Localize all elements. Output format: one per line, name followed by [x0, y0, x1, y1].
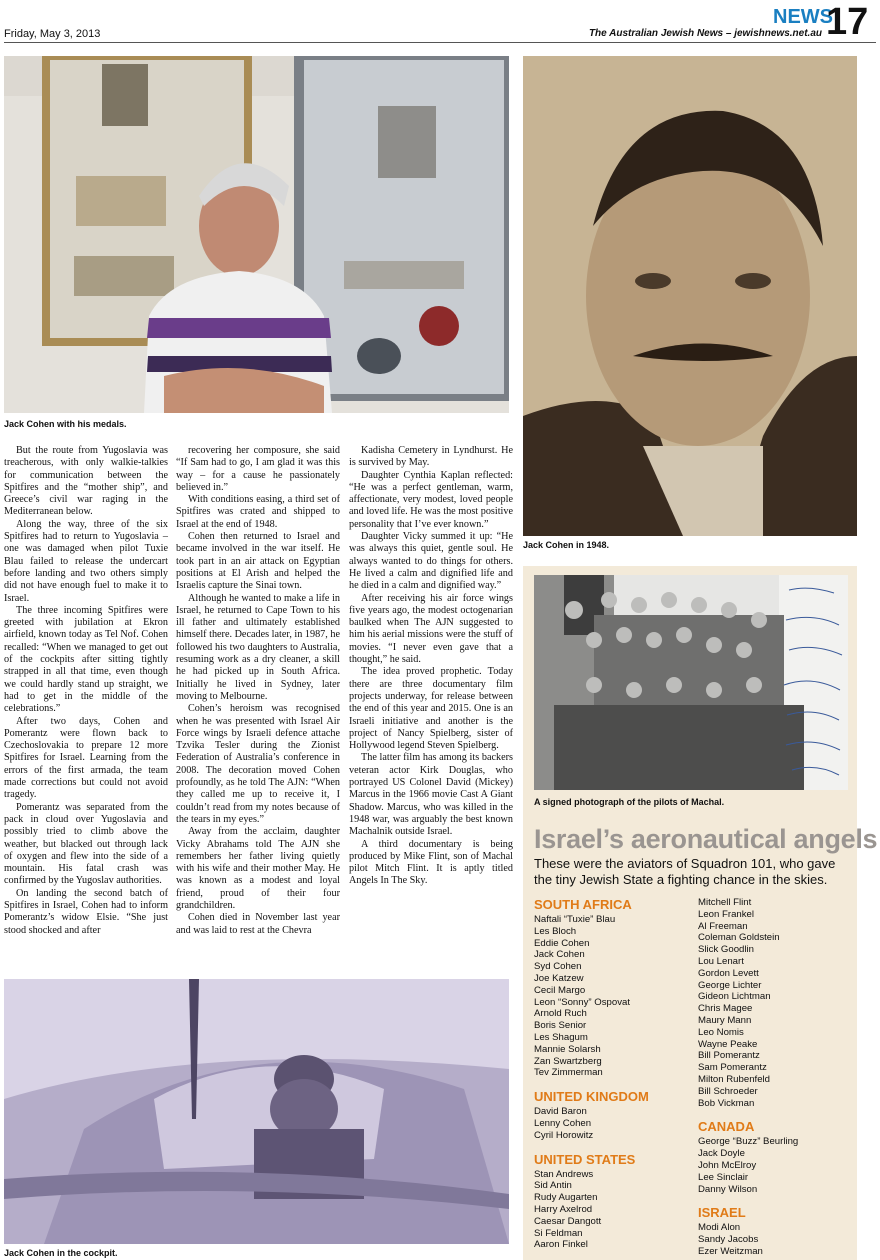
- list-item: Aaron Finkel: [534, 1239, 588, 1251]
- article-column-2: [176, 445, 340, 937]
- list-item: Syd Cohen: [534, 961, 582, 973]
- publication-line: The Australian Jewish News – jewishnews.net.au: [588, 28, 822, 39]
- list-item: Gordon Levett: [698, 967, 759, 979]
- country-heading: UNITED KINGDOM: [534, 1089, 649, 1105]
- sidebar-title: Israel’s aeronautical angels: [534, 824, 878, 854]
- list-item: Naftali “Tuxie” Blau: [534, 914, 616, 925]
- list-item: Lou Lenart: [698, 955, 744, 967]
- paragraph: The three incoming Spitfires were greeted with jubilation at Ekron airfield, known today as Tel Nof. Cohen recalled: “When we managed to get out of the cockpits after sitting tightly strapped in all that time, even though we could hardly stand up straight, we had to get in the middle of the celebrations.”: [4, 604, 168, 715]
- list-item: Arnold Ruch: [534, 1008, 587, 1020]
- list-item: Milton Rubenfeld: [698, 1073, 770, 1085]
- paragraph: The idea proved prophetic. Today there are three documentary film projects underway, for release between the end of this year and 2015. One is an Israeli initiative and another is the project of Nancy Spielberg, sister of Hollywood legend Steven Spielberg.: [349, 666, 513, 752]
- paragraph: After receiving his air force wings five years ago, the modest octogenarian baulked when The AJN suggested to him his aerial missions were the stuff of movies. “I never even gave that a thought,” he said.: [349, 592, 513, 666]
- list-item: Leon Frankel: [698, 908, 754, 920]
- paragraph: Cohen then returned to Israel and became involved in the war itself. He took part in an air attack on Egyptian positions at El Arish and helped the Israelis capture the Sinai town.: [176, 531, 340, 592]
- list-item: Lee Sinclair: [698, 1171, 749, 1183]
- list-item: Cyril Horowitz: [534, 1129, 594, 1141]
- list-item: Wayne Peake: [698, 1038, 758, 1050]
- list-item: Cecil Margo: [534, 984, 586, 996]
- medals-photo: [4, 56, 509, 413]
- list-item: Slick Goodlin: [698, 944, 754, 956]
- list-item: Bill Schroeder: [698, 1085, 758, 1097]
- paragraph: Kadisha Cemetery in Lyndhurst. He is survived by May.: [349, 445, 513, 469]
- list-item: Sam Pomerantz: [698, 1062, 767, 1074]
- list-item: Chris Magee: [698, 1003, 753, 1015]
- paragraph: Cohen’s heroism was recognised when he was presented with Israel Air Force wings by Israeli defence attache Tzvika Tesler during the Zionist Federation of Australia’s conference in 2008. The decoration moved Cohen profoundly, as he told The AJN: “When they called me up to receive it, I couldn’t read from my notes because of the tears in my eyes.”: [176, 703, 340, 825]
- list-item: Rudy Augarten: [534, 1192, 598, 1204]
- paragraph: Daughter Vicky summed it up: “He was always this quiet, gentle soul. He always wanted to do things for others. He lived a calm and dignified life and he died in a calm and dignified way.”: [349, 531, 513, 592]
- page-number: 17: [826, 1, 869, 43]
- list-item: Sandy Jacobs: [698, 1234, 759, 1246]
- paragraph: With conditions easing, a third set of Spitfires was crated and shipped to Israel at the end of 1948.: [176, 494, 340, 530]
- name-list-united-kingdom: [534, 1106, 684, 1141]
- article-column-1: [4, 445, 168, 937]
- paragraph: A third documentary is being produced by Mike Flint, son of Machal pilot Mitch Flint. It is aptly titled Angels In The Sky.: [349, 838, 513, 887]
- list-item: George “Buzz” Beurling: [698, 1136, 799, 1148]
- list-item: Coleman Goldstein: [698, 932, 780, 944]
- list-item: Leo Nomis: [698, 1026, 744, 1038]
- country-heading: ISRAEL: [698, 1205, 746, 1221]
- list-item: Al Freeman: [698, 920, 748, 932]
- name-list-south-africa: [534, 914, 684, 1079]
- cockpit-caption: Jack Cohen in the cockpit.: [4, 1248, 118, 1258]
- pilots-photo: [534, 575, 848, 790]
- paragraph: Pomerantz was separated from the pack in cloud over Yugoslavia and possibly tried to climb above the weather, but blacked out through lack of oxygen and flew into the side of a mountain. His fatal crash was confirmed by the Yugoslav authorities.: [4, 801, 168, 887]
- list-item: Mitchell Flint: [698, 897, 752, 908]
- name-list-israel: [698, 1222, 848, 1257]
- country-heading: UNITED STATES: [534, 1151, 636, 1167]
- list-item: Bob Vickman: [698, 1097, 755, 1109]
- list-item: Lenny Cohen: [534, 1117, 592, 1129]
- paragraph: Away from the acclaim, daughter Vicky Abrahams told The AJN she remembers her father living quietly with his wife and their mother May. He was known as a modest and loyal friend, proud of their four grandchildren.: [176, 826, 340, 911]
- name-list-united-states: [534, 1169, 684, 1252]
- medals-caption: Jack Cohen with his medals.: [4, 419, 127, 429]
- cockpit-photo: [4, 979, 509, 1244]
- names-column-1: [534, 897, 684, 1251]
- list-item: Les Bloch: [534, 925, 577, 937]
- paragraph: Daughter Cynthia Kaplan reflected: “He was a perfect gentleman, warm, affectionate, very modest, loved people and loved life. He was the most positive personality that I’ve ever known.”: [349, 469, 513, 530]
- list-item: Boris Senior: [534, 1020, 587, 1032]
- list-item: Leon “Sonny” Ospovat: [534, 996, 630, 1008]
- list-item: Les Shagum: [534, 1031, 588, 1043]
- list-item: Sid Antin: [534, 1180, 572, 1192]
- paragraph: On landing the second batch of Spitfires in Israel, Cohen had to inform Pomerantz’s widow Elsie. “She just stood shocked and after: [4, 887, 168, 936]
- country-heading: CANADA: [698, 1119, 755, 1135]
- article-column-3: [349, 445, 513, 888]
- paragraph: Along the way, three of the six Spitfires had to return to Yugoslavia – one was damaged when pilot Tuxie Blau failed to release the undercart before landing and two others simply did not have enough fuel to make it to Israel.: [4, 518, 168, 604]
- paragraph: The latter film has among its backers veteran actor Kirk Douglas, who portrayed US Colonel David (Mickey) Marcus in the 1966 movie Cast A Giant Shadow. Marcus, who was killed in the 1948 war, was arguably the best known Machalnik outside Israel.: [349, 752, 513, 838]
- list-item: Modi Alon: [698, 1222, 741, 1234]
- section-label: NEWS: [773, 6, 833, 28]
- list-item: Jack Cohen: [534, 949, 585, 961]
- issue-date: Friday, May 3, 2013: [4, 28, 101, 40]
- list-item: Si Feldman: [534, 1227, 583, 1239]
- list-item: Harry Axelrod: [534, 1203, 593, 1215]
- paragraph: Although he wanted to make a life in Israel, he returned to Cape Town to his ill father and ultimately established himself there. Decades later, in 1987, he followed his two daughters to Australia, resuming work as a dry cleaner, a skill he had picked up in South Africa. Initially he lived in Sydney, later moving to Melbourne.: [176, 592, 340, 702]
- list-item: Bill Pomerantz: [698, 1050, 760, 1062]
- list-item: Jack Doyle: [698, 1148, 745, 1160]
- list-item: Zan Swartzberg: [534, 1055, 602, 1067]
- name-list-united-states-continued: [698, 897, 848, 1109]
- portrait-photo: [523, 56, 857, 536]
- list-item: George Lichter: [698, 979, 762, 991]
- list-item: Joe Katzew: [534, 972, 584, 984]
- list-item: Caesar Dangott: [534, 1215, 602, 1227]
- list-item: Stan Andrews: [534, 1168, 594, 1180]
- country-heading: SOUTH AFRICA: [534, 897, 632, 912]
- pilots-caption: A signed photograph of the pilots of Machal.: [534, 797, 725, 807]
- list-item: Gideon Lichtman: [698, 991, 771, 1003]
- list-item: David Baron: [534, 1106, 587, 1118]
- paragraph: recovering her composure, she said “If Sam had to go, I am glad it was this way – for a cause he passionately believed in.”: [176, 445, 340, 493]
- list-item: Tev Zimmerman: [534, 1067, 603, 1079]
- list-item: Danny Wilson: [698, 1183, 758, 1195]
- paragraph: But the route from Yugoslavia was treacherous, with only walkie-talkies for communication between the Spitfires and the “mother ship”, and Greece’s civil war raging in the Mediterranean below.: [4, 445, 168, 518]
- paragraph: After two days, Cohen and Pomerantz were flown back to Czechoslovakia to prepare 12 more Spitfires for Israel. Learning from the errors of the first armada, the team made corrections but could not avoid tragedy.: [4, 715, 168, 801]
- list-item: Maury Mann: [698, 1014, 752, 1026]
- paragraph: Cohen died in November last year and was laid to rest at the Chevra: [176, 912, 340, 936]
- name-list-canada: [698, 1136, 848, 1195]
- portrait-caption: Jack Cohen in 1948.: [523, 540, 610, 550]
- header-rule: [4, 42, 876, 43]
- list-item: Eddie Cohen: [534, 937, 590, 949]
- list-item: Mannie Solarsh: [534, 1043, 601, 1055]
- names-column-2: [698, 897, 848, 1258]
- list-item: Ezer Weitzman: [698, 1245, 763, 1257]
- list-item: John McElroy: [698, 1159, 757, 1171]
- sidebar-subtitle: These were the aviators of Squadron 101, who gave the tiny Jewish State a fighting chance in the skies.: [534, 856, 836, 887]
